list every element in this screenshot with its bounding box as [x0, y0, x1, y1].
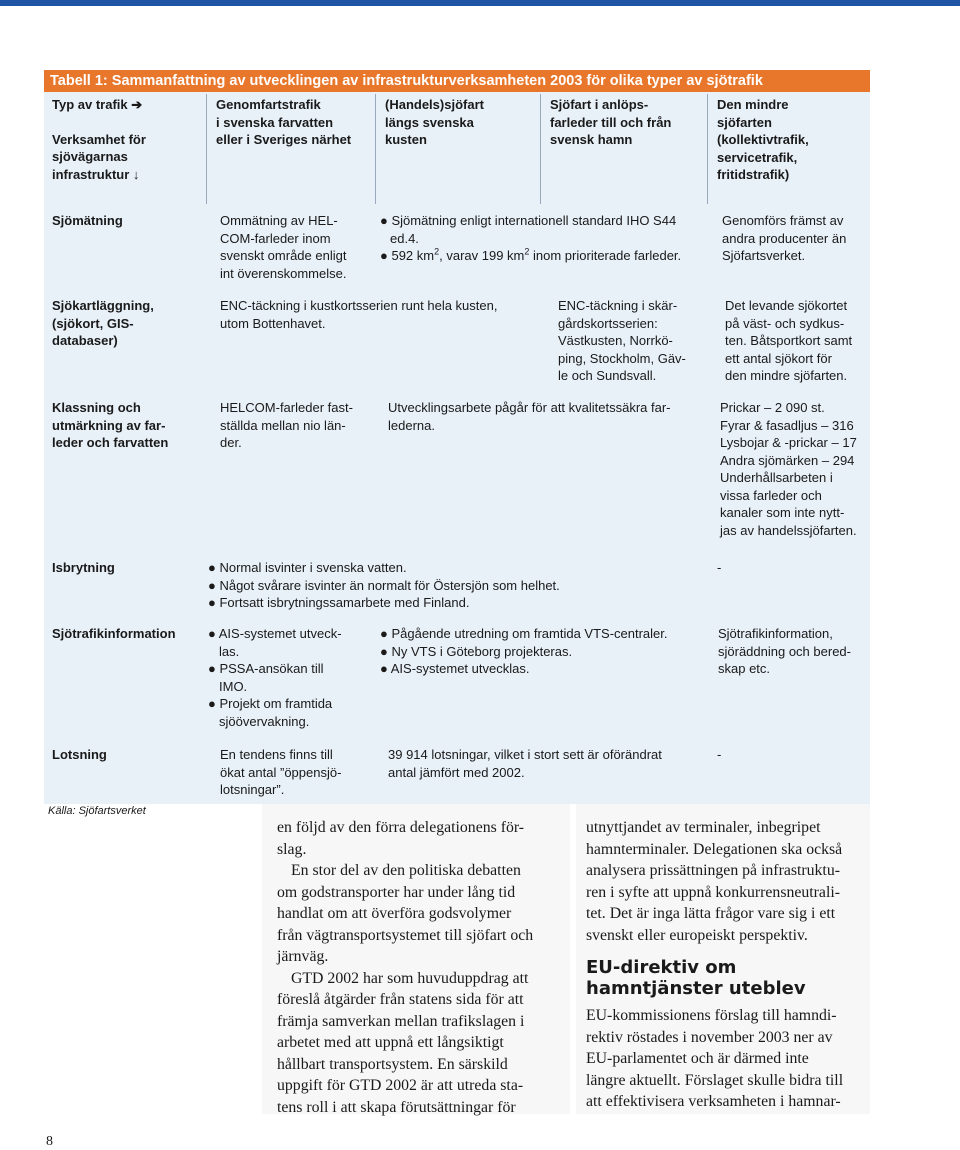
cell-sjomatning-handel — [380, 212, 681, 265]
body-line: längre aktuellt. Förslaget skulle bidra till — [586, 1071, 844, 1089]
cell-line: på väst- och sydkus- — [725, 315, 845, 331]
column-divider — [206, 94, 207, 204]
row-label-line: databaser) — [52, 333, 118, 348]
area-text: , varav 199 km — [439, 248, 525, 263]
body-line: rektiv röstades i november 2003 ner av — [586, 1028, 833, 1046]
cell-line: ten. Båtsportkort samt — [725, 333, 853, 348]
heading-line: EU-direktiv om — [586, 957, 737, 978]
row-label-sjotrafikinformation — [52, 625, 176, 643]
cell-sjokart-genomfart — [220, 297, 497, 332]
cell-line: - — [717, 560, 722, 575]
cell-sjokart-mindre — [725, 297, 852, 385]
corner-header — [52, 96, 146, 183]
body-line: järnväg. — [277, 948, 329, 965]
body-line: ren i syfte att uppnå konkurrensneutrali- — [586, 883, 840, 901]
body-line: GTD 2002 har som huvuduppdrag att — [291, 969, 529, 987]
body-line: analysera prissättningen på infrastruktu- — [586, 862, 840, 879]
cell-line: ENC-täckning i kustkortsserien runt hela kusten, — [220, 298, 498, 313]
cell-line: ● Fortsatt isbrytningssamarbete med Finland. — [208, 595, 470, 610]
cell-line: vissa farleder och — [720, 487, 822, 503]
cell-sjotrafik-handel — [380, 625, 668, 678]
corner-line4: infrastruktur — [52, 166, 130, 182]
cell-line: Genomförs främst av — [722, 213, 844, 228]
cell-klassning-genomfart — [220, 399, 353, 452]
body-line: utnyttjandet av terminaler, inbegripet — [586, 819, 821, 836]
cell-line: 39 914 lotsningar, vilket i stort sett är oförändrat — [388, 747, 662, 762]
row-label-sjokartlaggning — [52, 297, 154, 350]
body-right-column-bottom — [586, 1005, 843, 1113]
body-line: främja samverkan mellan trafikslagen i — [277, 1012, 525, 1030]
header-handelssjofart — [385, 96, 484, 149]
header-line: svensk hamn — [550, 132, 633, 147]
body-line: handlat om att överföra godsvolymer — [277, 905, 512, 922]
cell-line: Lysbojar & -prickar – 17 — [720, 435, 857, 450]
cell-line: ping, Stockholm, Gäv- — [558, 350, 686, 366]
cell-line: Underhållsarbeten i — [720, 470, 833, 485]
cell-line: Västkusten, Norrkö- — [558, 333, 673, 348]
cell-line: Sjöfartsverket. — [722, 248, 806, 263]
cell-line: kanaler som inte nytt- — [720, 505, 845, 520]
cell-line: ed.4. — [390, 230, 419, 246]
top-accent-bar — [0, 0, 960, 6]
cell-line: antal jämfört med 2002. — [388, 764, 525, 780]
page-number: 8 — [46, 1134, 53, 1149]
cell-line: Sjötrafikinformation, — [718, 626, 833, 641]
header-line: kusten — [385, 132, 427, 147]
cell-sjomatning-mindre — [722, 212, 846, 265]
body-line: slag. — [277, 840, 307, 858]
area-text: ● 592 km — [380, 248, 435, 263]
cell-klassning-mindre — [720, 399, 857, 539]
cell-line: ● Sjömätning enligt internationell standard IHO S44 — [380, 213, 677, 228]
cell-line: int överenskommelse. — [220, 265, 347, 281]
header-line: Den mindre — [717, 97, 789, 112]
header-line: fritidstrafik) — [717, 167, 790, 182]
cell-line: svenskt område enligt — [220, 248, 347, 263]
body-line: En stor del av den politiska debatten — [291, 862, 521, 879]
cell-line: der. — [220, 435, 242, 450]
row-label-line: leder och farvatten — [52, 435, 169, 450]
row-label-line: Sjökartläggning, — [52, 298, 154, 313]
body-line: hamnterminaler. Delegationen ska också — [586, 840, 843, 858]
row-label-line: Lotsning — [52, 747, 107, 762]
header-line: i svenska farvatten — [216, 114, 334, 130]
cell-line: skap etc. — [718, 661, 771, 676]
cell-isbrytning-mindre — [717, 559, 721, 577]
body-line: hållbart transportsystem. En särskild — [277, 1055, 508, 1073]
cell-line: utom Bottenhavet. — [220, 315, 326, 331]
table-source: Källa: Sjöfartsverket — [48, 805, 146, 817]
cell-line: sjöräddning och bered- — [718, 643, 851, 659]
row-label-line: Sjömätning — [52, 213, 123, 228]
cell-sjotrafik-mindre — [718, 625, 851, 678]
cell-line: ● Ny VTS i Göteborg projekteras. — [380, 643, 573, 659]
header-line: Genomfartstrafik — [216, 97, 321, 112]
cell-line: ett antal sjökort för — [725, 350, 832, 366]
row-label-line: Isbrytning — [52, 560, 115, 575]
cell-sjomatning-genomfart — [220, 212, 346, 282]
cell-line: Det levande sjökortet — [725, 298, 848, 313]
cell-line: - — [717, 747, 722, 762]
header-line: servicetrafik, — [717, 149, 798, 165]
row-label-line: utmärkning av far- — [52, 417, 166, 433]
row-label-line: Sjötrafikinformation — [52, 626, 176, 641]
header-genomfartstrafik — [216, 96, 351, 149]
table-title: Tabell 1: Sammanfattning av utvecklingen av infrastrukturverksamheten 2003 för olika typer av sjötrafik — [44, 70, 870, 92]
column-divider — [375, 94, 376, 204]
row-label-isbrytning — [52, 559, 115, 577]
body-line: en följd av den förra delegationens för- — [277, 819, 525, 836]
cell-line: Andra sjömärken – 294 — [720, 452, 855, 468]
cell-line: lotsningar”. — [220, 782, 285, 797]
cell-line: den mindre sjöfarten. — [725, 368, 848, 383]
cell-line: las. — [219, 643, 240, 659]
body-line: från vägtransportsystemet till sjöfart och — [277, 926, 534, 944]
cell-line: En tendens finns till — [220, 747, 333, 762]
cell-line: ökat antal ”öppensjö- — [220, 764, 342, 780]
header-line: längs svenska — [385, 114, 474, 130]
body-line: uppgift för GTD 2002 är att utreda sta- — [277, 1077, 524, 1094]
column-divider — [707, 94, 708, 204]
heading-line: hamntjänster uteblev — [586, 978, 806, 999]
header-line: sjöfarten — [717, 114, 772, 130]
cell-line: sjöövervakning. — [219, 713, 310, 729]
cell-line: Ommätning av HEL- — [220, 213, 338, 228]
cell-line: ● Något svårare isvinter än normalt för Östersjön som helhet. — [208, 577, 560, 593]
row-label-line: Klassning och — [52, 400, 141, 415]
cell-line-area — [380, 247, 681, 265]
row-label-sjomatning — [52, 212, 123, 230]
cell-line: le och Sundsvall. — [558, 368, 657, 383]
cell-sjotrafik-genomfart — [208, 625, 342, 730]
cell-line: COM-farleder inom — [220, 230, 331, 246]
body-line: EU-kommissionens förslag till hamndi- — [586, 1007, 837, 1024]
header-mindre-sjofarten — [717, 96, 809, 184]
superscript: 2 — [524, 246, 530, 257]
cell-line: HELCOM-farleder fast- — [220, 400, 353, 415]
cell-line: gårdskortsserien: — [558, 315, 658, 331]
body-line: svenskt eller europeiskt perspektiv. — [586, 926, 808, 944]
header-line: (Handels)sjöfart — [385, 97, 484, 112]
cell-line: ● Pågående utredning om framtida VTS-centraler. — [380, 626, 668, 641]
cell-klassning-handel — [388, 399, 671, 434]
header-anlopsfarleder — [550, 96, 671, 149]
row-label-line: (sjökort, GIS- — [52, 315, 134, 331]
cell-line: jas av handelssjöfarten. — [720, 522, 857, 538]
arrow-right-icon: ➔ — [131, 97, 143, 112]
cell-line: Fyrar & fasadljus – 316 — [720, 417, 854, 433]
cell-line: Prickar – 2 090 st. — [720, 400, 825, 415]
cell-line: Utvecklingsarbete pågår för att kvalitetssäkra far- — [388, 400, 671, 415]
body-line: om godstransporter har under lång tid — [277, 883, 516, 901]
header-line: Sjöfart i anlöps- — [550, 97, 649, 112]
header-line: eller i Sveriges närhet — [216, 132, 352, 147]
corner-line3: sjövägarnas — [52, 149, 128, 164]
cell-lotsning-handel — [388, 746, 662, 781]
superscript: 2 — [434, 246, 440, 257]
area-text: inom prioriterade farleder. — [529, 248, 682, 263]
row-label-lotsning — [52, 746, 107, 764]
header-line: (kollektivtrafik, — [717, 132, 809, 147]
arrow-down-icon: ↓ — [132, 166, 140, 182]
body-line: arbetet med att uppnå ett långsiktigt — [277, 1034, 504, 1051]
corner-line1: Typ av trafik — [52, 97, 128, 112]
section-heading — [586, 957, 806, 999]
cell-line: ENC-täckning i skär- — [558, 298, 678, 313]
cell-line: ● AIS-systemet utvecklas. — [380, 661, 530, 676]
header-line: farleder till och från — [550, 114, 672, 130]
corner-line2: Verksamhet för — [52, 131, 146, 147]
cell-line: ● PSSA-ansökan till — [208, 661, 324, 676]
cell-line: ● Projekt om framtida — [208, 696, 333, 711]
row-label-klassning — [52, 399, 168, 452]
column-divider — [540, 94, 541, 204]
body-right-column-top — [586, 817, 842, 946]
cell-line: andra producenter än — [722, 230, 847, 246]
cell-lotsning-genomfart — [220, 746, 341, 799]
cell-line: ● Normal isvinter i svenska vatten. — [208, 560, 407, 575]
cell-line: ställda mellan nio län- — [220, 417, 346, 433]
body-line: att effektivisera verksamheten i hamnar- — [586, 1093, 841, 1110]
body-line: tet. Det är inga lätta frågor vare sig i ett — [586, 905, 836, 922]
body-left-column — [277, 817, 533, 1118]
cell-sjokart-anlop — [558, 297, 686, 385]
cell-line: ● AIS-systemet utveck- — [208, 626, 342, 641]
body-line: föreslå åtgärder från statens sida för att — [277, 991, 524, 1008]
cell-line: lederna. — [388, 417, 435, 433]
cell-lotsning-mindre — [717, 746, 721, 764]
cell-line: IMO. — [219, 678, 248, 694]
cell-isbrytning-genomfart — [208, 559, 560, 612]
body-line: EU-parlamentet och är därmed inte — [586, 1050, 809, 1067]
body-line: tens roll i att skapa förutsättningar för — [277, 1098, 516, 1116]
